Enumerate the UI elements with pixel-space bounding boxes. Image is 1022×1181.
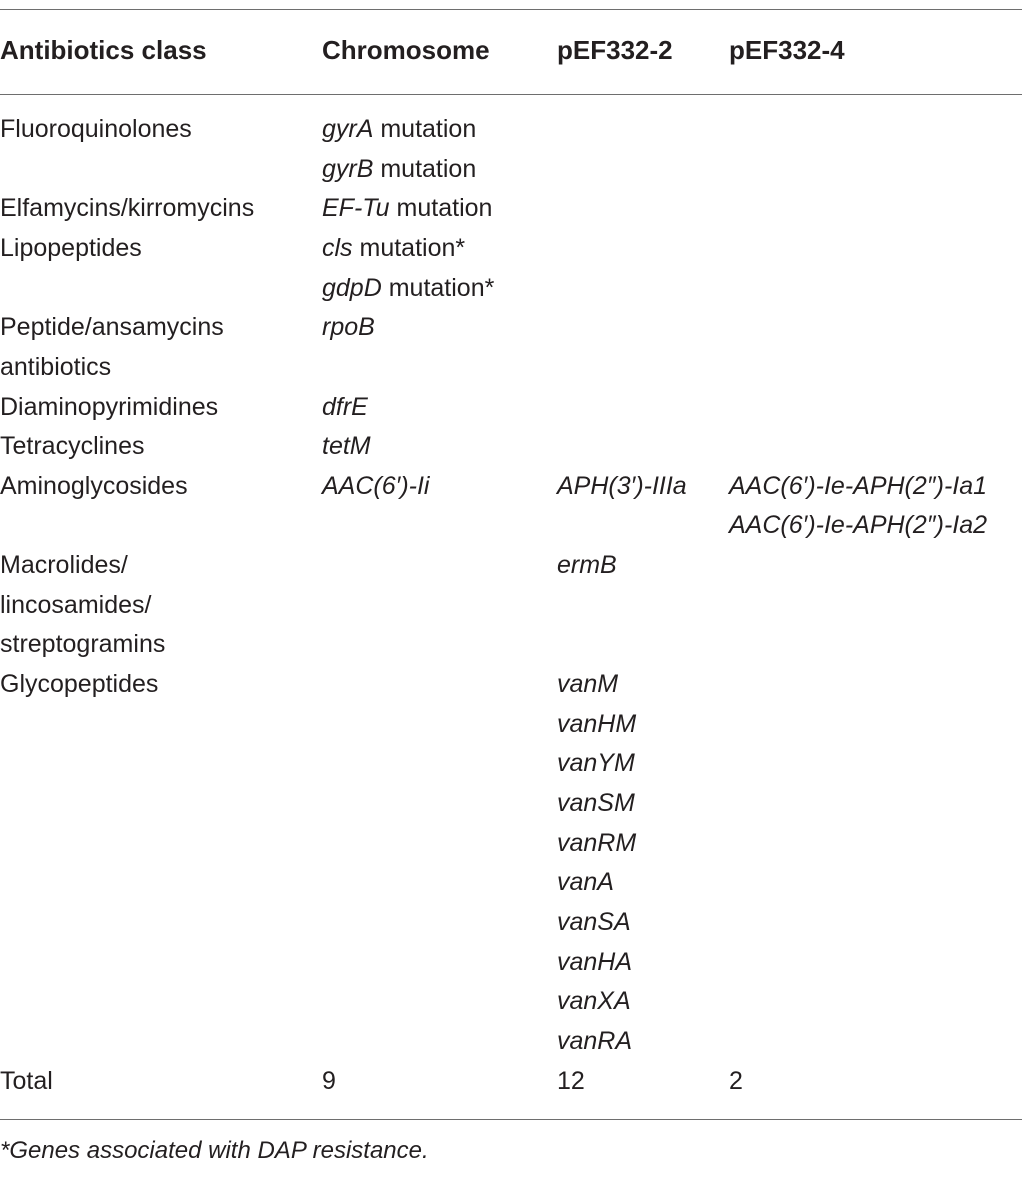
table-row bbox=[0, 229, 1022, 308]
table-body bbox=[0, 110, 1022, 1101]
gene-name: EF-Tu bbox=[322, 194, 390, 223]
total-chromosome: 9 bbox=[322, 1066, 336, 1095]
gene-annotation: mutation* bbox=[352, 233, 466, 262]
class-cell bbox=[0, 229, 142, 269]
class-name-line: lincosamides/ bbox=[0, 590, 152, 619]
gene-entry bbox=[557, 467, 687, 507]
table-row bbox=[0, 308, 1022, 387]
gene-name: gyrA bbox=[322, 115, 374, 143]
class-cell bbox=[0, 110, 192, 150]
class-name-line: Elfamycins/kirromycins bbox=[0, 194, 255, 223]
pef332-4-cell bbox=[729, 467, 987, 546]
gene-entry bbox=[557, 943, 636, 983]
gene-name: vanSM bbox=[557, 788, 635, 817]
gene-entry bbox=[322, 189, 492, 229]
gene-entry bbox=[557, 705, 636, 745]
table-row bbox=[0, 189, 1022, 229]
header-chromosome: Chromosome bbox=[322, 35, 490, 65]
gene-name: vanYM bbox=[557, 749, 635, 778]
gene-name: gdpD bbox=[322, 273, 382, 302]
gene-name: AAC(6′)-Ie-APH(2″)-Ia2 bbox=[729, 511, 988, 540]
pef332-2-cell bbox=[557, 546, 617, 586]
class-name-line: Glycopeptides bbox=[0, 670, 159, 699]
class-cell bbox=[0, 388, 218, 428]
class-name-line: Fluoroquinolones bbox=[0, 115, 192, 143]
table-row bbox=[0, 427, 1022, 467]
gene-entry bbox=[322, 150, 476, 190]
gene-entry bbox=[322, 308, 375, 348]
chromosome-cell bbox=[322, 308, 375, 348]
gene-name: dfrE bbox=[322, 392, 368, 421]
header-antibiotics-class: Antibiotics class bbox=[0, 35, 207, 65]
gene-entry bbox=[322, 269, 494, 309]
gene-entry bbox=[557, 903, 636, 943]
class-name-line: antibiotics bbox=[0, 352, 112, 381]
total-pef332-4: 2 bbox=[729, 1066, 743, 1095]
class-cell bbox=[0, 189, 254, 229]
gene-entry bbox=[557, 744, 636, 784]
gene-annotation: mutation bbox=[373, 115, 477, 143]
total-row bbox=[0, 1062, 1022, 1102]
class-name-line: Peptide/ansamycins bbox=[0, 313, 224, 342]
total-label: Total bbox=[0, 1066, 53, 1095]
gene-name: ermB bbox=[557, 551, 617, 580]
gene-entry bbox=[557, 784, 636, 824]
gene-entry bbox=[729, 506, 987, 546]
class-cell bbox=[0, 308, 224, 387]
header-pef332-4: pEF332-4 bbox=[729, 35, 845, 65]
gene-name: tetM bbox=[322, 432, 371, 461]
gene-name: vanM bbox=[557, 670, 619, 699]
gene-entry bbox=[729, 467, 987, 507]
table-bottom-rule bbox=[0, 1119, 1022, 1120]
table-header-row bbox=[0, 30, 1022, 70]
gene-entry bbox=[557, 665, 636, 705]
class-cell bbox=[0, 546, 165, 665]
table-row bbox=[0, 110, 1022, 189]
gene-name: vanA bbox=[557, 868, 614, 897]
pef332-2-cell bbox=[557, 665, 636, 1061]
gene-entry bbox=[557, 982, 636, 1022]
gene-name: vanSA bbox=[557, 907, 631, 936]
class-name-line: Lipopeptides bbox=[0, 233, 142, 262]
gene-annotation: mutation* bbox=[381, 273, 495, 302]
gene-name: AAC(6′)-Ie-APH(2″)-Ia1 bbox=[729, 471, 988, 500]
class-cell bbox=[0, 665, 158, 705]
gene-entry bbox=[322, 388, 368, 428]
class-cell bbox=[0, 427, 145, 467]
gene-entry bbox=[322, 467, 429, 507]
gene-entry bbox=[557, 546, 617, 586]
class-name-line: Diaminopyrimidines bbox=[0, 392, 219, 421]
gene-annotation: mutation bbox=[389, 194, 493, 223]
gene-name: vanHM bbox=[557, 709, 637, 738]
gene-name: vanRM bbox=[557, 828, 637, 857]
total-pef332-2: 12 bbox=[557, 1066, 585, 1095]
chromosome-cell bbox=[322, 388, 368, 428]
gene-name: APH(3′)-IIIa bbox=[557, 471, 687, 500]
gene-name: rpoB bbox=[322, 313, 375, 342]
class-name-line: Macrolides/ bbox=[0, 551, 128, 580]
chromosome-cell bbox=[322, 229, 494, 308]
header-pef332-2: pEF332-2 bbox=[557, 35, 673, 65]
gene-name: vanXA bbox=[557, 987, 631, 1016]
chromosome-cell bbox=[322, 189, 492, 229]
table-top-rule bbox=[0, 9, 1022, 10]
table-row bbox=[0, 388, 1022, 428]
gene-entry bbox=[322, 427, 371, 467]
gene-entry bbox=[322, 110, 476, 150]
gene-entry bbox=[557, 824, 636, 864]
chromosome-cell bbox=[322, 467, 429, 507]
class-name-line: Tetracyclines bbox=[0, 432, 145, 461]
gene-entry bbox=[557, 863, 636, 903]
table-header-rule bbox=[0, 94, 1022, 95]
gene-name: AAC(6′)-Ii bbox=[322, 471, 430, 500]
pef332-2-cell bbox=[557, 467, 687, 507]
gene-name: cls bbox=[322, 233, 353, 262]
chromosome-cell bbox=[322, 427, 371, 467]
gene-name: vanHA bbox=[557, 947, 633, 976]
class-cell bbox=[0, 467, 188, 507]
gene-name: vanRA bbox=[557, 1026, 633, 1055]
table-footnote: *Genes associated with DAP resistance. bbox=[0, 1137, 429, 1164]
gene-entry bbox=[322, 229, 494, 269]
class-name-line: streptogramins bbox=[0, 630, 166, 659]
class-name-line: Aminoglycosides bbox=[0, 471, 188, 500]
gene-name: gyrB bbox=[322, 154, 374, 183]
table-row bbox=[0, 665, 1022, 1062]
gene-entry bbox=[557, 1022, 636, 1062]
gene-annotation: mutation bbox=[373, 154, 477, 183]
table-row bbox=[0, 546, 1022, 665]
chromosome-cell bbox=[322, 110, 476, 189]
table-row bbox=[0, 467, 1022, 546]
